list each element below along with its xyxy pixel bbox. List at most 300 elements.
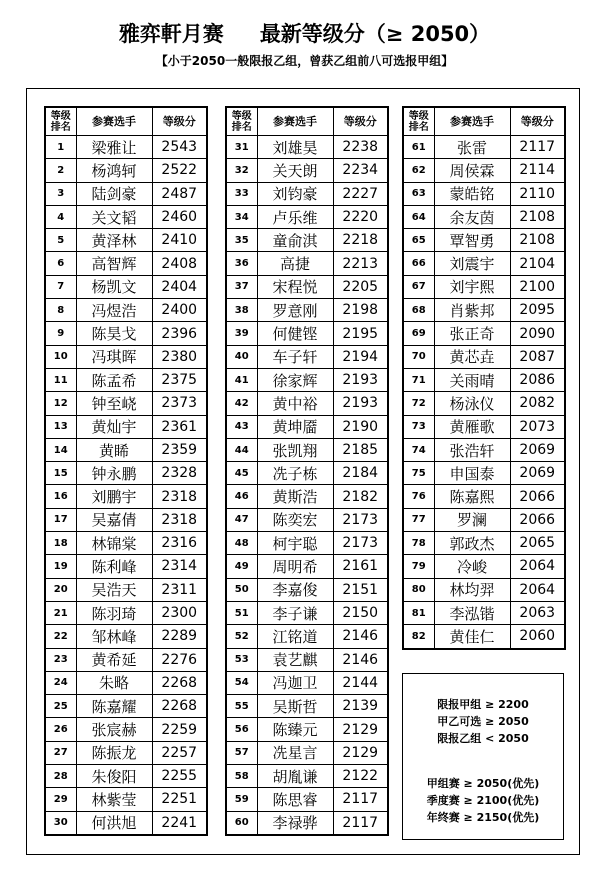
table-row (226, 322, 388, 345)
rank-cell: 48 (226, 532, 257, 555)
table-row (226, 532, 388, 555)
rank-cell: 36 (226, 252, 257, 275)
table-row (226, 252, 388, 275)
rank-cell: 75 (403, 462, 434, 485)
rank-cell: 70 (403, 345, 434, 368)
player-name-cell: 冼星言 (257, 741, 333, 764)
rank-cell: 4 (45, 205, 76, 228)
rank-cell: 1 (45, 136, 76, 159)
score-cell: 2069 (510, 438, 565, 461)
rank-cell: 78 (403, 532, 434, 555)
rank-cell: 62 (403, 159, 434, 182)
score-cell: 2065 (510, 532, 565, 555)
rank-cell: 8 (45, 299, 76, 322)
table-header-row (45, 107, 207, 136)
player-name-cell: 李子谦 (257, 601, 333, 624)
rank-cell: 49 (226, 555, 257, 578)
rank-cell: 51 (226, 601, 257, 624)
score-cell: 2069 (510, 462, 565, 485)
score-cell: 2328 (152, 462, 207, 485)
player-name-cell: 张凯翔 (257, 438, 333, 461)
table-row (45, 811, 207, 835)
player-name-cell: 陆剑豪 (76, 182, 152, 205)
table-row (45, 368, 207, 391)
score-cell: 2073 (510, 415, 565, 438)
score-cell: 2373 (152, 392, 207, 415)
rank-cell: 3 (45, 182, 76, 205)
table-row (403, 275, 565, 298)
rank-cell: 9 (45, 322, 76, 345)
score-cell: 2268 (152, 671, 207, 694)
rank-cell: 63 (403, 182, 434, 205)
header-player: 参赛选手 (76, 107, 152, 136)
table-row (226, 788, 388, 811)
score-cell: 2543 (152, 136, 207, 159)
player-name-cell: 黄灿宇 (76, 415, 152, 438)
table-row (226, 392, 388, 415)
rank-cell: 25 (45, 695, 76, 718)
player-name-cell: 何洪旭 (76, 811, 152, 835)
player-name-cell: 梁雅让 (76, 136, 152, 159)
header-rank: 等级排名 (226, 107, 257, 136)
player-name-cell: 吴嘉倩 (76, 508, 152, 531)
header-score: 等级分 (152, 107, 207, 136)
rank-cell: 19 (45, 555, 76, 578)
table-row (45, 252, 207, 275)
score-cell: 2234 (333, 159, 388, 182)
player-name-cell: 陈昊戈 (76, 322, 152, 345)
player-name-cell: 申国泰 (434, 462, 510, 485)
player-name-cell: 卢乐维 (257, 205, 333, 228)
score-cell: 2129 (333, 718, 388, 741)
player-name-cell: 冷峻 (434, 555, 510, 578)
rank-cell: 61 (403, 136, 434, 159)
player-name-cell: 朱略 (76, 671, 152, 694)
score-cell: 2095 (510, 299, 565, 322)
player-name-cell: 吴浩天 (76, 578, 152, 601)
score-cell: 2193 (333, 392, 388, 415)
rank-cell: 10 (45, 345, 76, 368)
score-cell: 2104 (510, 252, 565, 275)
player-name-cell: 黄希延 (76, 648, 152, 671)
player-name-cell: 林紫莹 (76, 788, 152, 811)
player-name-cell: 杨凯文 (76, 275, 152, 298)
player-name-cell: 徐家辉 (257, 368, 333, 391)
table-row (226, 299, 388, 322)
player-name-cell: 罗澜 (434, 508, 510, 531)
table-row (226, 671, 388, 694)
score-cell: 2114 (510, 159, 565, 182)
player-name-cell: 刘雄昊 (257, 136, 333, 159)
title-rating: 最新等级分（≥ 2050） (259, 22, 491, 46)
rank-cell: 7 (45, 275, 76, 298)
player-name-cell: 钟永鹏 (76, 462, 152, 485)
score-cell: 2314 (152, 555, 207, 578)
player-name-cell: 陈嘉熙 (434, 485, 510, 508)
player-name-cell: 郭政杰 (434, 532, 510, 555)
rank-cell: 53 (226, 648, 257, 671)
table-row (45, 555, 207, 578)
player-name-cell: 黄斯浩 (257, 485, 333, 508)
rank-cell: 82 (403, 625, 434, 649)
rank-cell: 32 (226, 159, 257, 182)
player-name-cell: 李禄骅 (257, 811, 333, 835)
table-row (45, 578, 207, 601)
header-player: 参赛选手 (257, 107, 333, 136)
rank-cell: 52 (226, 625, 257, 648)
score-cell: 2110 (510, 182, 565, 205)
rank-cell: 21 (45, 601, 76, 624)
rank-cell: 72 (403, 392, 434, 415)
rank-cell: 55 (226, 695, 257, 718)
table-row (403, 159, 565, 182)
player-name-cell: 张浩轩 (434, 438, 510, 461)
table-row (45, 205, 207, 228)
rank-cell: 18 (45, 532, 76, 555)
table-row (45, 532, 207, 555)
table-row (226, 811, 388, 835)
table-row (45, 671, 207, 694)
player-name-cell: 张宸赫 (76, 718, 152, 741)
rank-cell: 35 (226, 229, 257, 252)
rank-cell: 65 (403, 229, 434, 252)
table-row (45, 765, 207, 788)
score-cell: 2117 (510, 136, 565, 159)
table-row (45, 718, 207, 741)
rank-cell: 31 (226, 136, 257, 159)
rank-cell: 23 (45, 648, 76, 671)
rank-cell: 76 (403, 485, 434, 508)
table-row (403, 438, 565, 461)
table-row (45, 136, 207, 159)
rank-cell: 81 (403, 601, 434, 624)
table-row (226, 205, 388, 228)
player-name-cell: 邹林峰 (76, 625, 152, 648)
table-row (403, 229, 565, 252)
player-name-cell: 陈嘉耀 (76, 695, 152, 718)
rank-cell: 54 (226, 671, 257, 694)
player-name-cell: 吴斯哲 (257, 695, 333, 718)
score-cell: 2227 (333, 182, 388, 205)
score-cell: 2289 (152, 625, 207, 648)
header-rank: 等级排名 (45, 107, 76, 136)
rank-cell: 34 (226, 205, 257, 228)
table-row (226, 648, 388, 671)
table-row (45, 392, 207, 415)
player-name-cell: 袁艺麒 (257, 648, 333, 671)
score-cell: 2150 (333, 601, 388, 624)
table-header-row (226, 107, 388, 136)
rank-cell: 28 (45, 765, 76, 788)
table-row (45, 182, 207, 205)
player-name-cell: 冯迦卫 (257, 671, 333, 694)
rank-cell: 57 (226, 741, 257, 764)
score-cell: 2100 (510, 275, 565, 298)
table-row (403, 299, 565, 322)
rank-cell: 17 (45, 508, 76, 531)
table-row (226, 485, 388, 508)
player-name-cell: 高捷 (257, 252, 333, 275)
rank-cell: 74 (403, 438, 434, 461)
player-name-cell: 黄坤靥 (257, 415, 333, 438)
table-row (45, 462, 207, 485)
rank-cell: 66 (403, 252, 434, 275)
rank-cell: 2 (45, 159, 76, 182)
player-name-cell: 刘震宇 (434, 252, 510, 275)
score-cell: 2195 (333, 322, 388, 345)
table-row (226, 438, 388, 461)
table-row (226, 368, 388, 391)
header-score: 等级分 (333, 107, 388, 136)
rank-cell: 20 (45, 578, 76, 601)
table-row (403, 368, 565, 391)
score-cell: 2396 (152, 322, 207, 345)
score-cell: 2117 (333, 811, 388, 835)
player-name-cell: 柯宇聪 (257, 532, 333, 555)
score-cell: 2380 (152, 345, 207, 368)
score-cell: 2251 (152, 788, 207, 811)
rank-cell: 11 (45, 368, 76, 391)
score-cell: 2193 (333, 368, 388, 391)
player-name-cell: 黄雁歌 (434, 415, 510, 438)
table-row (45, 485, 207, 508)
player-name-cell: 张雷 (434, 136, 510, 159)
table-row (45, 415, 207, 438)
score-cell: 2066 (510, 508, 565, 531)
player-name-cell: 陈羽琦 (76, 601, 152, 624)
rank-cell: 26 (45, 718, 76, 741)
player-name-cell: 李泓锴 (434, 601, 510, 624)
player-name-cell: 杨鸿轲 (76, 159, 152, 182)
table-row (403, 182, 565, 205)
score-cell: 2311 (152, 578, 207, 601)
score-cell: 2410 (152, 229, 207, 252)
player-name-cell: 周明希 (257, 555, 333, 578)
player-name-cell: 何健铿 (257, 322, 333, 345)
rule-annual-match: 年终赛 ≥ 2150(优先) (426, 811, 540, 824)
player-name-cell: 江铭道 (257, 625, 333, 648)
player-name-cell: 朱俊阳 (76, 765, 152, 788)
rank-cell: 67 (403, 275, 434, 298)
table-row (45, 601, 207, 624)
player-name-cell: 关天朗 (257, 159, 333, 182)
rank-cell: 37 (226, 275, 257, 298)
player-name-cell: 黄芯垚 (434, 345, 510, 368)
header-rank: 等级排名 (403, 107, 434, 136)
score-cell: 2404 (152, 275, 207, 298)
rank-cell: 69 (403, 322, 434, 345)
rank-cell: 40 (226, 345, 257, 368)
table-row (45, 159, 207, 182)
page-title (0, 20, 609, 48)
score-cell: 2218 (333, 229, 388, 252)
table-row (403, 578, 565, 601)
score-cell: 2108 (510, 229, 565, 252)
table-row (226, 275, 388, 298)
score-cell: 2173 (333, 532, 388, 555)
rule-group-a-match: 甲组赛 ≥ 2050(优先) (426, 777, 540, 790)
score-cell: 2268 (152, 695, 207, 718)
rank-cell: 33 (226, 182, 257, 205)
table-row (226, 765, 388, 788)
player-name-cell: 宋程悦 (257, 275, 333, 298)
score-cell: 2257 (152, 741, 207, 764)
score-cell: 2318 (152, 508, 207, 531)
rating-table-3 (402, 106, 566, 650)
rank-cell: 30 (45, 811, 76, 835)
table-row (226, 182, 388, 205)
rank-cell: 45 (226, 462, 257, 485)
table-row (226, 462, 388, 485)
rank-cell: 39 (226, 322, 257, 345)
score-cell: 2144 (333, 671, 388, 694)
score-cell: 2063 (510, 601, 565, 624)
player-name-cell: 林均羿 (434, 578, 510, 601)
score-cell: 2173 (333, 508, 388, 531)
player-name-cell: 陈思睿 (257, 788, 333, 811)
table-row (403, 136, 565, 159)
table-row (45, 625, 207, 648)
score-cell: 2108 (510, 205, 565, 228)
score-cell: 2090 (510, 322, 565, 345)
player-name-cell: 陈奕宏 (257, 508, 333, 531)
score-cell: 2146 (333, 625, 388, 648)
score-cell: 2161 (333, 555, 388, 578)
table-row (403, 485, 565, 508)
player-name-cell: 张正奇 (434, 322, 510, 345)
player-name-cell: 肖紫邦 (434, 299, 510, 322)
rank-cell: 73 (403, 415, 434, 438)
subtitle-note: 【小于2050一般限报乙组，曾获乙组前八可选报甲组】 (155, 54, 454, 68)
score-cell: 2400 (152, 299, 207, 322)
table-row (226, 555, 388, 578)
rank-cell: 59 (226, 788, 257, 811)
score-cell: 2259 (152, 718, 207, 741)
rank-cell: 77 (403, 508, 434, 531)
rank-cell: 68 (403, 299, 434, 322)
player-name-cell: 冼子栋 (257, 462, 333, 485)
score-cell: 2255 (152, 765, 207, 788)
table-row (403, 555, 565, 578)
table-row (226, 136, 388, 159)
score-cell: 2146 (333, 648, 388, 671)
player-name-cell: 黄佳仁 (434, 625, 510, 649)
score-cell: 2316 (152, 532, 207, 555)
score-cell: 2184 (333, 462, 388, 485)
score-cell: 2139 (333, 695, 388, 718)
rank-cell: 5 (45, 229, 76, 252)
rank-cell: 12 (45, 392, 76, 415)
header-score: 等级分 (510, 107, 565, 136)
rank-cell: 13 (45, 415, 76, 438)
score-cell: 2375 (152, 368, 207, 391)
player-name-cell: 关雨晴 (434, 368, 510, 391)
table-row (226, 578, 388, 601)
score-cell: 2408 (152, 252, 207, 275)
table-row (403, 345, 565, 368)
rank-cell: 56 (226, 718, 257, 741)
player-name-cell: 李嘉俊 (257, 578, 333, 601)
score-cell: 2190 (333, 415, 388, 438)
score-cell: 2241 (152, 811, 207, 835)
table-row (45, 299, 207, 322)
player-name-cell: 刘钧豪 (257, 182, 333, 205)
table-row (45, 508, 207, 531)
table-row (403, 532, 565, 555)
player-name-cell: 陈振龙 (76, 741, 152, 764)
table-row (403, 415, 565, 438)
player-name-cell: 陈孟希 (76, 368, 152, 391)
rank-cell: 47 (226, 508, 257, 531)
score-cell: 2060 (510, 625, 565, 649)
table-row (226, 625, 388, 648)
rule-group-a-only: 限报甲组 ≥ 2200 (437, 698, 529, 711)
rank-cell: 43 (226, 415, 257, 438)
player-name-cell: 覃智勇 (434, 229, 510, 252)
table-row (45, 695, 207, 718)
player-name-cell: 黄泽林 (76, 229, 152, 252)
score-cell: 2082 (510, 392, 565, 415)
table-row (226, 695, 388, 718)
score-cell: 2522 (152, 159, 207, 182)
score-cell: 2066 (510, 485, 565, 508)
rank-cell: 71 (403, 368, 434, 391)
rank-cell: 46 (226, 485, 257, 508)
rank-cell: 60 (226, 811, 257, 835)
table-row (403, 508, 565, 531)
table-row (45, 438, 207, 461)
rank-cell: 24 (45, 671, 76, 694)
rank-cell: 6 (45, 252, 76, 275)
table-row (226, 718, 388, 741)
table-row (403, 322, 565, 345)
rank-cell: 38 (226, 299, 257, 322)
rank-cell: 16 (45, 485, 76, 508)
table-row (403, 392, 565, 415)
player-name-cell: 余友茵 (434, 205, 510, 228)
table-row (226, 415, 388, 438)
rank-cell: 15 (45, 462, 76, 485)
player-name-cell: 刘鹏宇 (76, 485, 152, 508)
score-cell: 2182 (333, 485, 388, 508)
player-name-cell: 周侯霖 (434, 159, 510, 182)
rating-table-1 (44, 106, 208, 836)
table-row (403, 601, 565, 624)
table-row (45, 741, 207, 764)
score-cell: 2205 (333, 275, 388, 298)
score-cell: 2238 (333, 136, 388, 159)
player-name-cell: 钟至峣 (76, 392, 152, 415)
rank-cell: 42 (226, 392, 257, 415)
score-cell: 2276 (152, 648, 207, 671)
score-cell: 2086 (510, 368, 565, 391)
score-cell: 2064 (510, 578, 565, 601)
player-name-cell: 罗意刚 (257, 299, 333, 322)
score-cell: 2213 (333, 252, 388, 275)
player-name-cell: 冯煜浩 (76, 299, 152, 322)
score-cell: 2194 (333, 345, 388, 368)
score-cell: 2129 (333, 741, 388, 764)
player-name-cell: 刘宇熙 (434, 275, 510, 298)
rank-cell: 41 (226, 368, 257, 391)
header-player: 参赛选手 (434, 107, 510, 136)
rank-cell: 29 (45, 788, 76, 811)
score-cell: 2300 (152, 601, 207, 624)
table-row (226, 601, 388, 624)
score-cell: 2087 (510, 345, 565, 368)
player-name-cell: 关文韬 (76, 205, 152, 228)
rank-cell: 22 (45, 625, 76, 648)
